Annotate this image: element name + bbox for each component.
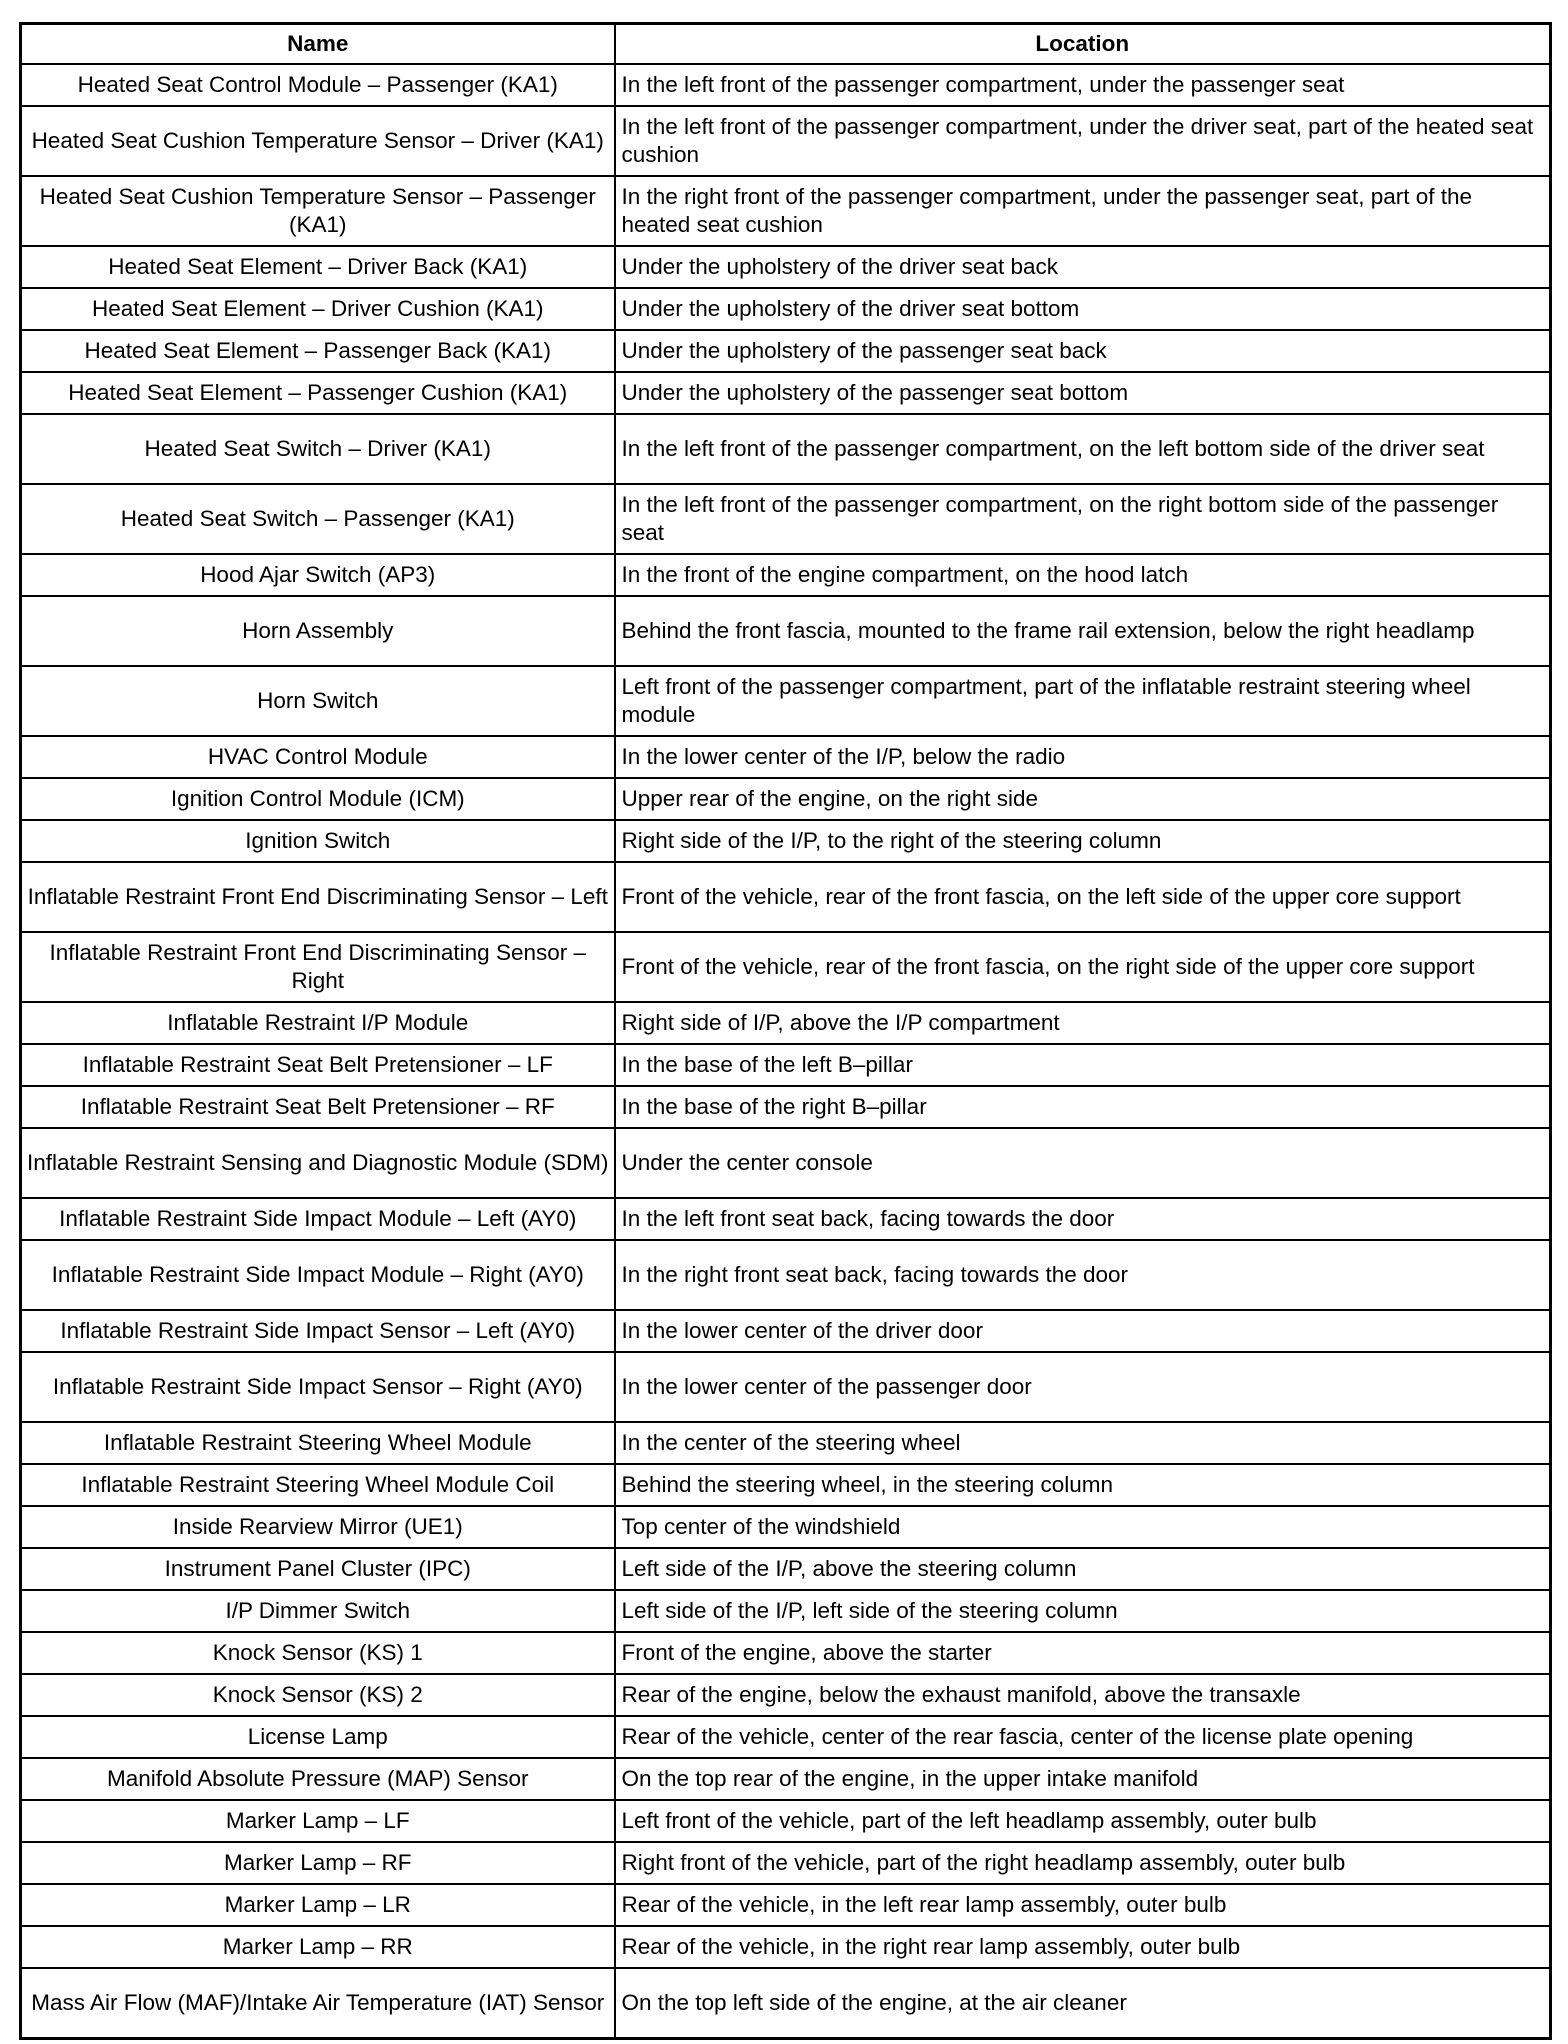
table-row bbox=[21, 1086, 1551, 1128]
component-name: Mass Air Flow (MAF)/Intake Air Temperature (IAT) Sensor bbox=[21, 1968, 615, 2039]
component-location: Rear of the vehicle, center of the rear fascia, center of the license plate opening bbox=[615, 1716, 1551, 1758]
component-name: License Lamp bbox=[21, 1716, 615, 1758]
table-row bbox=[21, 1590, 1551, 1632]
component-location: Front of the vehicle, rear of the front fascia, on the right side of the upper core support bbox=[615, 932, 1551, 1002]
component-location: Left side of the I/P, above the steering column bbox=[615, 1548, 1551, 1590]
table-row bbox=[21, 1002, 1551, 1044]
table-row bbox=[21, 288, 1551, 330]
component-name: Inflatable Restraint Side Impact Sensor – Right (AY0) bbox=[21, 1352, 615, 1422]
table-row bbox=[21, 1758, 1551, 1800]
component-name: Inflatable Restraint Side Impact Sensor – Left (AY0) bbox=[21, 1310, 615, 1352]
table-row bbox=[21, 778, 1551, 820]
component-name: Heated Seat Element – Passenger Back (KA1) bbox=[21, 330, 615, 372]
table-row bbox=[21, 246, 1551, 288]
table-row bbox=[21, 1926, 1551, 1968]
component-location: In the center of the steering wheel bbox=[615, 1422, 1551, 1464]
component-name: Heated Seat Cushion Temperature Sensor – Driver (KA1) bbox=[21, 106, 615, 176]
table-row bbox=[21, 330, 1551, 372]
component-location: Left side of the I/P, left side of the steering column bbox=[615, 1590, 1551, 1632]
table-row bbox=[21, 736, 1551, 778]
component-name: Horn Switch bbox=[21, 666, 615, 736]
component-name: Inflatable Restraint Side Impact Module – Left (AY0) bbox=[21, 1198, 615, 1240]
component-name: Marker Lamp – RR bbox=[21, 1926, 615, 1968]
component-name: Hood Ajar Switch (AP3) bbox=[21, 554, 615, 596]
component-location: On the top rear of the engine, in the upper intake manifold bbox=[615, 1758, 1551, 1800]
table-row bbox=[21, 1842, 1551, 1884]
component-name: Heated Seat Switch – Passenger (KA1) bbox=[21, 484, 615, 554]
component-location: Rear of the engine, below the exhaust manifold, above the transaxle bbox=[615, 1674, 1551, 1716]
component-name: Heated Seat Element – Driver Back (KA1) bbox=[21, 246, 615, 288]
component-name: Inflatable Restraint Steering Wheel Module bbox=[21, 1422, 615, 1464]
table-row bbox=[21, 1044, 1551, 1086]
component-location: In the front of the engine compartment, on the hood latch bbox=[615, 554, 1551, 596]
table-row bbox=[21, 176, 1551, 246]
component-location: Under the upholstery of the passenger seat bottom bbox=[615, 372, 1551, 414]
component-location: Right side of the I/P, to the right of the steering column bbox=[615, 820, 1551, 862]
component-name: Inflatable Restraint Sensing and Diagnostic Module (SDM) bbox=[21, 1128, 615, 1198]
component-name: Inside Rearview Mirror (UE1) bbox=[21, 1506, 615, 1548]
table-row bbox=[21, 554, 1551, 596]
component-name: Manifold Absolute Pressure (MAP) Sensor bbox=[21, 1758, 615, 1800]
component-location: Under the center console bbox=[615, 1128, 1551, 1198]
component-location: In the right front of the passenger compartment, under the passenger seat, part of the heated seat cushion bbox=[615, 176, 1551, 246]
component-location: Upper rear of the engine, on the right side bbox=[615, 778, 1551, 820]
table-row bbox=[21, 1884, 1551, 1926]
component-name: Horn Assembly bbox=[21, 596, 615, 666]
component-name: Ignition Control Module (ICM) bbox=[21, 778, 615, 820]
table-row bbox=[21, 1674, 1551, 1716]
table-row bbox=[21, 1240, 1551, 1310]
table-row bbox=[21, 1128, 1551, 1198]
component-name: Inflatable Restraint I/P Module bbox=[21, 1002, 615, 1044]
component-name: Inflatable Restraint Front End Discriminating Sensor – Right bbox=[21, 932, 615, 1002]
component-name: Inflatable Restraint Front End Discriminating Sensor – Left bbox=[21, 862, 615, 932]
table-row bbox=[21, 932, 1551, 1002]
component-location: In the base of the left B–pillar bbox=[615, 1044, 1551, 1086]
table-row bbox=[21, 1632, 1551, 1674]
component-name: Inflatable Restraint Steering Wheel Module Coil bbox=[21, 1464, 615, 1506]
component-location: In the lower center of the I/P, below the radio bbox=[615, 736, 1551, 778]
component-name: I/P Dimmer Switch bbox=[21, 1590, 615, 1632]
component-location: Behind the front fascia, mounted to the frame rail extension, below the right headlamp bbox=[615, 596, 1551, 666]
component-name: Heated Seat Cushion Temperature Sensor – Passenger (KA1) bbox=[21, 176, 615, 246]
component-name: Marker Lamp – LF bbox=[21, 1800, 615, 1842]
component-location: Right side of I/P, above the I/P compartment bbox=[615, 1002, 1551, 1044]
component-name: Ignition Switch bbox=[21, 820, 615, 862]
table-row bbox=[21, 820, 1551, 862]
component-location: On the top left side of the engine, at the air cleaner bbox=[615, 1968, 1551, 2039]
component-name: Heated Seat Element – Passenger Cushion (KA1) bbox=[21, 372, 615, 414]
table-row bbox=[21, 64, 1551, 106]
component-location: Under the upholstery of the driver seat back bbox=[615, 246, 1551, 288]
component-location: In the left front of the passenger compartment, on the left bottom side of the driver seat bbox=[615, 414, 1551, 484]
component-name: Inflatable Restraint Side Impact Module – Right (AY0) bbox=[21, 1240, 615, 1310]
table-row bbox=[21, 862, 1551, 932]
table-row bbox=[21, 1968, 1551, 2039]
component-location: In the lower center of the passenger door bbox=[615, 1352, 1551, 1422]
component-location: Left front of the passenger compartment, part of the inflatable restraint steering wheel module bbox=[615, 666, 1551, 736]
table-row bbox=[21, 1716, 1551, 1758]
name-column-header: Name bbox=[21, 24, 615, 65]
component-location: Under the upholstery of the driver seat bottom bbox=[615, 288, 1551, 330]
table-row bbox=[21, 1506, 1551, 1548]
component-location: Right front of the vehicle, part of the right headlamp assembly, outer bulb bbox=[615, 1842, 1551, 1884]
table-row bbox=[21, 1422, 1551, 1464]
table-row bbox=[21, 1548, 1551, 1590]
component-location: In the base of the right B–pillar bbox=[615, 1086, 1551, 1128]
component-location: In the right front seat back, facing towards the door bbox=[615, 1240, 1551, 1310]
table-row bbox=[21, 1310, 1551, 1352]
component-name: Knock Sensor (KS) 2 bbox=[21, 1674, 615, 1716]
table-row bbox=[21, 1464, 1551, 1506]
component-location: Top center of the windshield bbox=[615, 1506, 1551, 1548]
table-row bbox=[21, 106, 1551, 176]
component-location: In the left front of the passenger compartment, under the passenger seat bbox=[615, 64, 1551, 106]
component-location: In the left front of the passenger compartment, on the right bottom side of the passenger seat bbox=[615, 484, 1551, 554]
component-location: Rear of the vehicle, in the left rear lamp assembly, outer bulb bbox=[615, 1884, 1551, 1926]
component-location: Left front of the vehicle, part of the left headlamp assembly, outer bulb bbox=[615, 1800, 1551, 1842]
table-row bbox=[21, 372, 1551, 414]
component-location: In the left front of the passenger compartment, under the driver seat, part of the heated seat cushion bbox=[615, 106, 1551, 176]
component-name: Inflatable Restraint Seat Belt Pretensioner – RF bbox=[21, 1086, 615, 1128]
table-row bbox=[21, 596, 1551, 666]
table-row bbox=[21, 484, 1551, 554]
component-name: Heated Seat Switch – Driver (KA1) bbox=[21, 414, 615, 484]
table-row bbox=[21, 666, 1551, 736]
component-location: Behind the steering wheel, in the steering column bbox=[615, 1464, 1551, 1506]
table-row bbox=[21, 1352, 1551, 1422]
location-column-header: Location bbox=[615, 24, 1551, 65]
table-row bbox=[21, 1198, 1551, 1240]
component-location: Rear of the vehicle, in the right rear lamp assembly, outer bulb bbox=[615, 1926, 1551, 1968]
table-row bbox=[21, 414, 1551, 484]
component-name: Heated Seat Control Module – Passenger (KA1) bbox=[21, 64, 615, 106]
component-name: Instrument Panel Cluster (IPC) bbox=[21, 1548, 615, 1590]
component-location: Front of the engine, above the starter bbox=[615, 1632, 1551, 1674]
component-location: Front of the vehicle, rear of the front fascia, on the left side of the upper core support bbox=[615, 862, 1551, 932]
component-location: Under the upholstery of the passenger seat back bbox=[615, 330, 1551, 372]
table-row bbox=[21, 1800, 1551, 1842]
component-name: Heated Seat Element – Driver Cushion (KA1) bbox=[21, 288, 615, 330]
component-name: Marker Lamp – LR bbox=[21, 1884, 615, 1926]
component-location-table bbox=[19, 22, 1552, 2040]
component-name: HVAC Control Module bbox=[21, 736, 615, 778]
component-name: Inflatable Restraint Seat Belt Pretensioner – LF bbox=[21, 1044, 615, 1086]
component-name: Marker Lamp – RF bbox=[21, 1842, 615, 1884]
component-name: Knock Sensor (KS) 1 bbox=[21, 1632, 615, 1674]
table-header-row bbox=[21, 24, 1551, 65]
component-location: In the left front seat back, facing towards the door bbox=[615, 1198, 1551, 1240]
component-location: In the lower center of the driver door bbox=[615, 1310, 1551, 1352]
